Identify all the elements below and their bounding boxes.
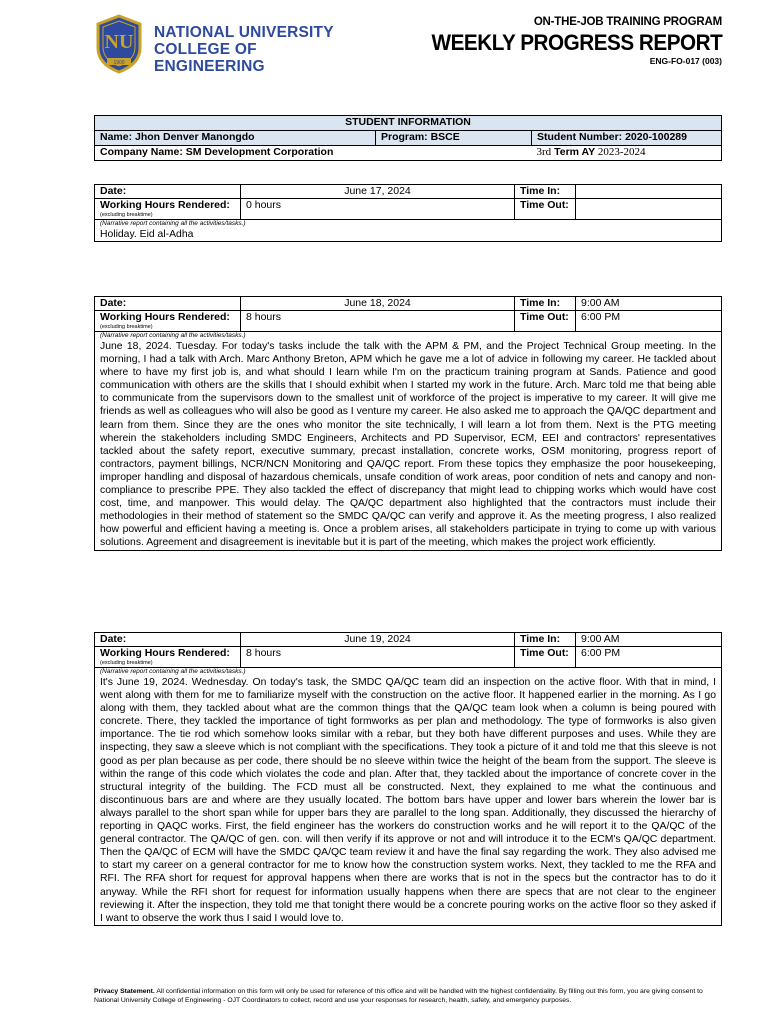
working-hours-text: Working Hours Rendered: — [100, 647, 230, 659]
working-hours-label — [95, 199, 241, 220]
nu-seal-icon — [94, 14, 144, 74]
privacy-statement — [94, 987, 722, 1005]
narrative-cell — [95, 668, 722, 926]
narrative-note: (Narrative report containing all the activities/tasks.) — [100, 668, 246, 675]
report-title: WEEKLY PROGRESS REPORT — [431, 30, 722, 55]
university-line1: NATIONAL UNIVERSITY — [154, 24, 334, 41]
seal-year: 1900 — [113, 60, 125, 66]
time-in-value: 9:00 AM — [576, 633, 722, 647]
student-name: Name: Jhon Denver Manongdo — [95, 131, 376, 146]
term-prefix: 3rd — [536, 146, 552, 158]
narrative-text: It's June 19, 2024. Wednesday. On today's task, the SMDC QA/QC team did an inspection on the active floor. With that in mind, I went along with them for me to familiarize myself with the construction on the active floor. It happened earlier in the morning. As I go along with them, they tackled about what are the common things that the QA/QC team look when a column is being poured with concrete. There, they tackled the importance of tight formworks as per plan and methodology. The type of formworks is also given importance. The tie rod which somehow looks similar with a rebar, but they both have different purposes and uses. While they are inspecting, they saw a sleeve which is not compliant with the specifications. They took a picture of it and told me that this sleeve is not good as per plan because as per code, there should be no sleeve within twice the height of the beam from the support. The sleeve is within the range of this code which violates the code and plan. After that, they tackled about the importance of concrete cover in the structural integrity of the building. The FCD must all be constructed. Next, they explained to me what the continuous and discontinuous bars are and where are they usually located. The bottom bars have upper and lower bars wherein the lower bar is always parallel to the short span while for upper bars they are parallel to the long span. Additionally, they discussed the hierarchy of reporting in QAQC works. First, the field engineer has the workers do construction works and he will report it to the QA/QC of the general contractor. The QA/QC of gen. con. will then verify if its approve or not and will introduce it to the ECM's QA/QC department. Then the QA/QC of ECM will have the SMDC QA/QC team review it and have the final say regarding the work. They also advised me to start my career on a general contractor for me to know how the construction system works. Next, they tackled to me the RFA and RFI. The RFA short for request for approval happens when there are works that is not in the specs but the contractor has to do it anyway. While the RFI short for request for information usually happens when there are specs that are not clear to the engineer reviewing it. After the inspection, they told me that tonight there would be a concrete pouring works on the active floor so they asked if I want to observe the work thus I said I would love to. — [100, 677, 716, 924]
term-year: 2023-2024 — [597, 146, 646, 158]
working-hours-label — [95, 311, 241, 332]
time-out-label: Time Out: — [515, 311, 576, 332]
working-hours-value: 8 hours — [241, 647, 515, 668]
narrative-note: (Narrative report containing all the activities/tasks.) — [100, 332, 246, 339]
narrative-cell — [95, 332, 722, 551]
term-cell — [532, 146, 722, 161]
entry-date: June 19, 2024 — [241, 633, 515, 647]
time-in-value: 9:00 AM — [576, 297, 722, 311]
excluding-breaktime-note: (excluding breaktime) — [100, 324, 153, 330]
working-hours-value: 8 hours — [241, 311, 515, 332]
working-hours-value: 0 hours — [241, 199, 515, 220]
entry-date: June 17, 2024 — [241, 185, 515, 199]
student-info-heading: STUDENT INFORMATION — [95, 116, 722, 131]
entry-june-19 — [94, 632, 722, 926]
time-out-label: Time Out: — [515, 647, 576, 668]
time-out-value — [576, 199, 722, 220]
university-line2: COLLEGE OF ENGINEERING — [154, 41, 265, 75]
date-label: Date: — [95, 185, 241, 199]
privacy-text: All confidential information on this form will only be used for reference of this office and will be handled with the highest confidentiality. By filling out this form, you are giving consent to National University College of Engineering - OJT Coordinators to collect, record and use your responses for research, health, safety, and emergency purposes. — [94, 988, 703, 1004]
narrative-text: Holiday. Eid al-Adha — [100, 229, 194, 240]
time-in-label: Time In: — [515, 185, 576, 199]
entry-june-18 — [94, 296, 722, 551]
time-out-value: 6:00 PM — [576, 311, 722, 332]
time-out-value: 6:00 PM — [576, 647, 722, 668]
term-label: Term AY — [554, 146, 595, 158]
privacy-label: Privacy Statement. — [94, 988, 155, 995]
excluding-breaktime-note: (excluding breaktime) — [100, 212, 153, 218]
university-name — [154, 24, 366, 75]
working-hours-label — [95, 647, 241, 668]
seal-letters: NU — [104, 31, 134, 53]
time-in-label: Time In: — [515, 633, 576, 647]
time-in-label: Time In: — [515, 297, 576, 311]
student-number: Student Number: 2020-100289 — [532, 131, 722, 146]
student-program: Program: BSCE — [376, 131, 532, 146]
entry-date: June 18, 2024 — [241, 297, 515, 311]
company-name: Company Name: SM Development Corporation — [95, 146, 532, 161]
narrative-note: (Narrative report containing all the activities/tasks.) — [100, 220, 246, 227]
excluding-breaktime-note: (excluding breaktime) — [100, 660, 153, 666]
working-hours-text: Working Hours Rendered: — [100, 199, 230, 211]
narrative-text: June 18, 2024. Tuesday. For today's tasks include the talk with the APM & PM, and the Project Technical Group meeting. In the morning, I had a talk with Arch. Marc Anthony Breton, APM which he gave me a lot of advice in following my career. He tackled about where to have my first job is, and what should I learn while I'm on the practicum training program at Sands. Patience and good communication with others are the skills that I should exhibit when I started my work in the future. Arch. Marc told me that being able to communicate from the supervisors down to the smallest unit of workforce of the project is imperative to my career. It will give me friends as well as colleagues who will also be good as I venture my career. He also asked me to approach the QA/QC department and learn from them. Since they are the ones who monitor the site technically, I will learn a lot from them. Next is the PTG meeting wherein the stakeholders including SMDC Engineers, Architects and PD Supervisor, ECM, EEI and contractors' representatives tackled about the safety report, executive summary, precast installation, concrete works, OSM monitoring, progress report of contractors, payment billings, NCR/NCN Monitoring and QA/QC report. From these topics they emphasize the poor housekeeping, improper handling and disposal of hazardous chemicals, unsafe condition of work areas, poor condition of nets and canopy and non-compliance to prescribe PPE. They also tackled the effect of discrepancy that might lead to chipping works which would have cost cost, time, and manpower. This would delay. The QA/QC department also highlighted that the contractors must include their methodologies in their method of statement so the SMDC QA/QC can verify and approve it. As the meeting progress, I also realized how powerful and efficient having a meeting is. Once a problem arises, all stakeholders participate in trying to come up with various solutions. Agreement and disagreement is inevitable but it is part of the meeting, which makes the project work efficiently. — [100, 341, 716, 549]
entry-june-17 — [94, 184, 722, 242]
student-info-table — [94, 115, 722, 161]
program-title: ON-THE-JOB TRAINING PROGRAM — [533, 16, 722, 28]
narrative-cell — [95, 220, 722, 242]
form-code: ENG-FO-017 (003) — [649, 56, 722, 66]
time-out-label: Time Out: — [515, 199, 576, 220]
university-logo-block — [94, 14, 366, 76]
date-label: Date: — [95, 633, 241, 647]
time-in-value — [576, 185, 722, 199]
date-label: Date: — [95, 297, 241, 311]
working-hours-text: Working Hours Rendered: — [100, 311, 230, 323]
